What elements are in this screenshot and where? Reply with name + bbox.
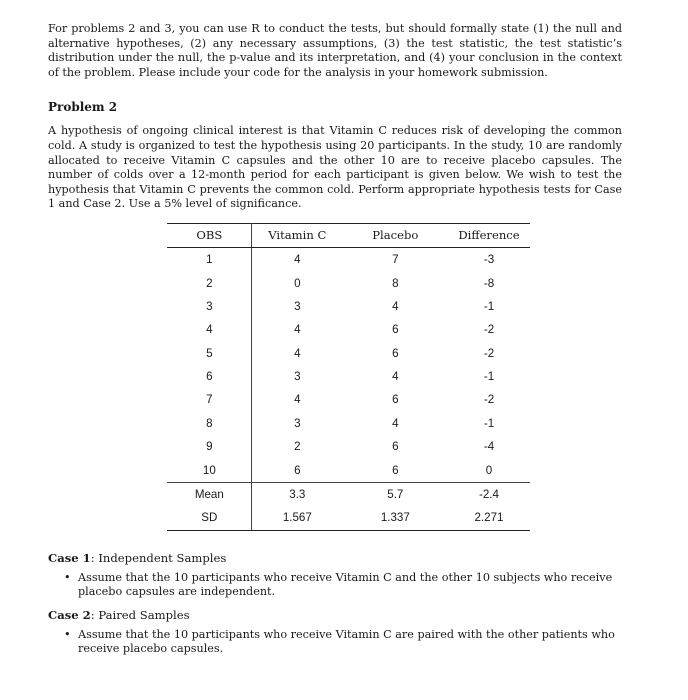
cell-difference: -3 [483,253,495,267]
cell-vitamin-c: 2 [294,440,301,454]
case1-list [48,571,622,600]
problem-title: Problem 2 [48,100,118,115]
data-table [167,223,529,531]
cell-difference: -2 [483,346,495,360]
cell-placebo: 4 [392,299,399,313]
case2-heading: : Paired Samples [90,607,190,622]
summary-row [167,506,529,530]
case1-heading: : Independent Samples [90,550,227,565]
cell-placebo: 6 [392,346,399,360]
cell-obs: 8 [167,412,252,435]
cell-placebo: 1.337 [342,506,448,530]
cell-difference: -2 [483,393,495,407]
cell-obs: 10 [167,458,252,482]
cell-difference: -4 [483,440,495,454]
table-row [167,318,529,341]
table-row [167,388,529,411]
table-header-row [167,223,529,247]
intro-paragraph: For problems 2 and 3, you can use R to conduct the tests, but should formally state (1) the null and alternative hypotheses, (2) any necessary assumptions, (3) the test statistic, the test statistic’s distribution under the null, the p-value and its interpretation, and (4) your conclusion in the context of the problem. Please include your code for the analysis in your homework submission. [48,22,622,79]
cell-placebo: 4 [392,416,399,430]
cell-vitamin-c: 3 [294,370,301,384]
cell-difference: -1 [483,299,495,313]
table-row [167,342,529,365]
case1-label: Case 1 [48,550,91,565]
cell-difference: -8 [483,276,495,290]
cell-difference: -1 [483,370,495,384]
cell-vitamin-c: 1.567 [252,506,343,530]
header-obs: OBS [167,223,252,247]
problem-paragraph: A hypothesis of ongoing clinical interest is that Vitamin C reduces risk of developing the common cold. A study is organized to test the hypothesis using 20 participants. In the study, 10 are randomly allocated to receive Vitamin C capsules and the other 10 are to receive placebo capsules. The number of colds over a 12-month period for each participant is given below. We wish to test the hypothesis that Vitamin C prevents the common cold. Perform appropriate hypothesis tests for Case 1 and Case 2. Use a 5% level of significance. [48,124,622,211]
data-table-container [75,223,622,531]
table-body [167,247,529,530]
cell-obs: 4 [167,318,252,341]
cell-vitamin-c: 4 [294,346,301,360]
cell-vitamin-c: 6 [294,463,301,477]
cell-vitamin-c: 3 [294,416,301,430]
cell-vitamin-c: 3 [294,299,301,313]
cell-vitamin-c: 4 [294,253,301,267]
table-row [167,271,529,294]
cell-placebo: 6 [392,323,399,337]
cell-placebo: 8 [392,276,399,290]
case2-list [48,628,622,657]
summary-label: SD [167,506,252,530]
header-vitamin-c: Vitamin C [252,223,343,247]
case1-bullet: • Assume that the 10 participants who receive Vitamin C and the other 10 subjects who receive placebo capsules are independent. [68,571,622,600]
table-row [167,295,529,318]
document-page [48,22,622,657]
cell-obs: 9 [167,435,252,458]
table-row [167,412,529,435]
cell-obs: 3 [167,295,252,318]
cell-placebo: 6 [392,440,399,454]
cell-difference: -2 [483,323,495,337]
cell-difference: -1 [483,416,495,430]
summary-row [167,482,529,506]
table-row [167,365,529,388]
header-difference: Difference [448,223,529,247]
case2-bullet: • Assume that the 10 participants who receive Vitamin C are paired with the other patients who receive placebo capsules. [68,628,622,657]
cell-placebo: 6 [392,463,399,477]
case1-title [48,551,622,565]
cell-vitamin-c: 3.3 [252,482,343,506]
case2-label: Case 2 [48,607,91,622]
header-placebo: Placebo [342,223,448,247]
cell-difference: -2.4 [448,482,529,506]
cell-difference: 2.271 [448,506,529,530]
table-row [167,435,529,458]
cell-placebo: 4 [392,370,399,384]
cell-difference: 0 [485,463,493,477]
cell-vitamin-c: 4 [294,393,301,407]
cell-placebo: 6 [392,393,399,407]
cell-vitamin-c: 0 [294,276,301,290]
cell-placebo: 5.7 [342,482,448,506]
cell-obs: 6 [167,365,252,388]
table-row [167,247,529,271]
cell-placebo: 7 [392,253,399,267]
table-row [167,458,529,482]
cell-obs: 5 [167,342,252,365]
cell-obs: 1 [167,247,252,271]
summary-label: Mean [167,482,252,506]
cell-obs: 2 [167,271,252,294]
cell-vitamin-c: 4 [294,323,301,337]
case2-title [48,608,622,622]
cell-obs: 7 [167,388,252,411]
